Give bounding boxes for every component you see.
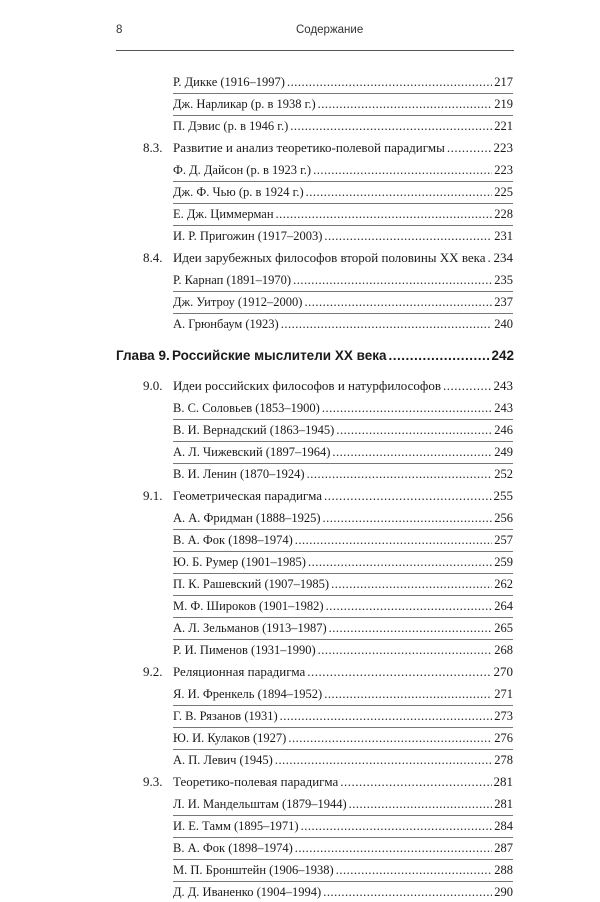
toc-entry <box>173 794 513 814</box>
dot-leader <box>287 72 492 92</box>
running-title: Содержание <box>296 24 364 36</box>
entry-label: И. Р. Пригожин (1917–2003) <box>173 229 323 243</box>
entry-page-number: 271 <box>494 687 513 701</box>
entry-label: Р. И. Пименов (1931–1990) <box>173 643 316 657</box>
toc-entry <box>173 728 513 748</box>
dot-leader <box>307 464 493 484</box>
entry-page-number: 228 <box>494 207 513 221</box>
entry-page-number: 242 <box>491 348 514 363</box>
dot-leader <box>388 346 489 366</box>
dot-leader <box>280 706 493 726</box>
entry-page-number: 278 <box>494 753 513 767</box>
entry-page-number: 231 <box>494 229 513 243</box>
toc-entry <box>173 72 513 92</box>
toc-entry <box>173 750 513 770</box>
toc-entry <box>173 94 513 114</box>
toc-chapter <box>116 346 514 366</box>
entry-page-number: 252 <box>494 467 513 481</box>
toc-section <box>143 138 513 158</box>
dot-leader <box>322 398 492 418</box>
toc-entry <box>173 706 513 726</box>
entry-label: А. Грюнбаум (1923) <box>173 317 279 331</box>
entry-label: А. Л. Чижевский (1897–1964) <box>173 445 331 459</box>
dot-leader <box>276 204 493 224</box>
entry-page-number: 223 <box>494 163 513 177</box>
entry-page-number: 262 <box>494 577 513 591</box>
section-number: 8.3. <box>143 140 163 155</box>
entry-page-number: 243 <box>494 401 513 415</box>
entry-page-number: 265 <box>494 621 513 635</box>
entry-page-number: 246 <box>494 423 513 437</box>
section-number: 9.3. <box>143 774 163 789</box>
entry-page-number: 284 <box>494 819 513 833</box>
dot-leader <box>323 882 492 902</box>
toc-entry <box>173 226 513 246</box>
entry-page-number: 255 <box>493 488 513 503</box>
running-header <box>116 10 514 36</box>
entry-page-number: 240 <box>494 317 513 331</box>
toc-entry <box>173 182 513 202</box>
dot-leader <box>307 662 491 682</box>
toc-entry <box>173 816 513 836</box>
entry-label: А. А. Фридман (1888–1925) <box>173 511 321 525</box>
toc-entry <box>173 314 513 334</box>
entry-label: Теоретико-полевая парадигма <box>173 774 339 789</box>
toc-entry <box>173 530 513 550</box>
dot-leader <box>275 750 492 770</box>
dot-leader <box>336 860 493 880</box>
entry-label: В. И. Вернадский (1863–1945) <box>173 423 335 437</box>
dot-leader <box>324 486 492 506</box>
entry-page-number: 288 <box>494 863 513 877</box>
entry-label: Г. В. Рязанов (1931) <box>173 709 278 723</box>
dot-leader <box>349 794 493 814</box>
entry-page-number: 259 <box>494 555 513 569</box>
header-rule <box>116 50 514 51</box>
dot-leader <box>332 442 492 462</box>
toc-section <box>143 662 513 682</box>
entry-label: Геометрическая парадигма <box>173 488 322 503</box>
dot-leader <box>308 552 492 572</box>
page-number: 8 <box>116 24 123 36</box>
dot-leader <box>326 596 493 616</box>
entry-page-number: 249 <box>494 445 513 459</box>
dot-leader <box>306 182 493 202</box>
toc-entry <box>173 838 513 858</box>
entry-page-number: 281 <box>494 797 513 811</box>
entry-label: В. С. Соловьев (1853–1900) <box>173 401 320 415</box>
entry-label: Ю. Б. Румер (1901–1985) <box>173 555 306 569</box>
dot-leader <box>488 248 492 268</box>
entry-label: Дж. Ф. Чью (р. в 1924 г.) <box>173 185 304 199</box>
entry-label: Д. Д. Иваненко (1904–1994) <box>173 885 322 899</box>
dot-leader <box>295 838 492 858</box>
dot-leader <box>324 226 492 246</box>
entry-label: В. И. Ленин (1870–1924) <box>173 467 305 481</box>
toc-entry <box>173 640 513 660</box>
toc-section <box>143 772 513 792</box>
dot-leader <box>313 160 492 180</box>
toc-section <box>143 376 513 396</box>
entry-page-number: 257 <box>494 533 513 547</box>
dot-leader <box>304 292 492 312</box>
entry-page-number: 219 <box>494 97 513 111</box>
toc-entry <box>173 398 513 418</box>
entry-page-number: 221 <box>494 119 513 133</box>
toc-entry <box>173 882 513 902</box>
entry-page-number: 273 <box>494 709 513 723</box>
entry-label: Реляционная парадигма <box>173 664 306 679</box>
dot-leader <box>324 684 492 704</box>
dot-leader <box>281 314 493 334</box>
entry-label: П. Дэвис (р. в 1946 г.) <box>173 119 289 133</box>
entry-page-number: 237 <box>494 295 513 309</box>
dot-leader <box>329 618 493 638</box>
toc-entry <box>173 160 513 180</box>
entry-page-number: 270 <box>493 664 513 679</box>
entry-label: Я. И. Френкель (1894–1952) <box>173 687 323 701</box>
toc-entry <box>173 684 513 704</box>
entry-label: В. А. Фок (1898–1974) <box>173 841 293 855</box>
entry-label: В. А. Фок (1898–1974) <box>173 533 293 547</box>
entry-page-number: 225 <box>494 185 513 199</box>
toc-section <box>143 486 513 506</box>
dot-leader <box>336 420 492 440</box>
entry-label: М. П. Бронштейн (1906–1938) <box>173 863 334 877</box>
entry-page-number: 281 <box>493 774 513 789</box>
toc-entry <box>173 508 513 528</box>
entry-page-number: 243 <box>493 378 513 393</box>
toc-entry <box>173 464 513 484</box>
entry-label: Идеи российских философов и натурфилософов <box>173 378 441 393</box>
entry-label: П. К. Рашевский (1907–1985) <box>173 577 330 591</box>
entry-page-number: 217 <box>494 75 513 89</box>
entry-label: Дж. Уитроу (1912–2000) <box>173 295 303 309</box>
entry-label: И. Е. Тамм (1895–1971) <box>173 819 299 833</box>
dot-leader <box>447 138 492 158</box>
toc-entry <box>173 116 513 136</box>
chapter-number: Глава 9. <box>116 348 170 363</box>
toc-entry <box>173 204 513 224</box>
toc-entry <box>173 574 513 594</box>
toc-section <box>143 248 513 268</box>
dot-leader <box>340 772 491 792</box>
section-number: 8.4. <box>143 250 163 265</box>
dot-leader <box>318 94 493 114</box>
toc-entry <box>173 618 513 638</box>
toc-entry <box>173 270 513 290</box>
entry-page-number: 234 <box>493 250 513 265</box>
entry-label: А. П. Левич (1945) <box>173 753 273 767</box>
entry-label: Идеи зарубежных философов второй половины ХХ века <box>173 250 486 265</box>
dot-leader <box>288 728 492 748</box>
entry-label: Е. Дж. Циммерман <box>173 207 274 221</box>
entry-page-number: 290 <box>494 885 513 899</box>
toc-entry <box>173 552 513 572</box>
dot-leader <box>443 376 492 396</box>
entry-page-number: 256 <box>494 511 513 525</box>
entry-page-number: 223 <box>493 140 513 155</box>
toc-entry <box>173 596 513 616</box>
dot-leader <box>293 270 492 290</box>
toc-entry <box>173 292 513 312</box>
entry-label: Развитие и анализ теоретико-полевой парадигмы <box>173 140 445 155</box>
section-number: 9.0. <box>143 378 163 393</box>
entry-label: Р. Карнап (1891–1970) <box>173 273 292 287</box>
entry-page-number: 276 <box>494 731 513 745</box>
section-number: 9.1. <box>143 488 163 503</box>
dot-leader <box>301 816 493 836</box>
section-number: 9.2. <box>143 664 163 679</box>
dot-leader <box>331 574 492 594</box>
dot-leader <box>323 508 493 528</box>
entry-page-number: 235 <box>494 273 513 287</box>
dot-leader <box>295 530 492 550</box>
toc-entry <box>173 860 513 880</box>
entry-label: Российские мыслители ХХ века <box>172 348 387 363</box>
entry-label: А. Л. Зельманов (1913–1987) <box>173 621 327 635</box>
entry-label: Ф. Д. Дайсон (р. в 1923 г.) <box>173 163 312 177</box>
entry-label: Ю. И. Кулаков (1927) <box>173 731 287 745</box>
toc-entry <box>173 420 513 440</box>
entry-label: М. Ф. Широков (1901–1982) <box>173 599 324 613</box>
entry-page-number: 268 <box>494 643 513 657</box>
entry-label: Дж. Нарликар (р. в 1938 г.) <box>173 97 316 111</box>
entry-label: Л. И. Мандельштам (1879–1944) <box>173 797 347 811</box>
dot-leader <box>290 116 492 136</box>
toc-entry <box>173 442 513 462</box>
entry-label: Р. Дикке (1916–1997) <box>173 75 285 89</box>
entry-page-number: 264 <box>494 599 513 613</box>
entry-page-number: 287 <box>494 841 513 855</box>
dot-leader <box>318 640 493 660</box>
